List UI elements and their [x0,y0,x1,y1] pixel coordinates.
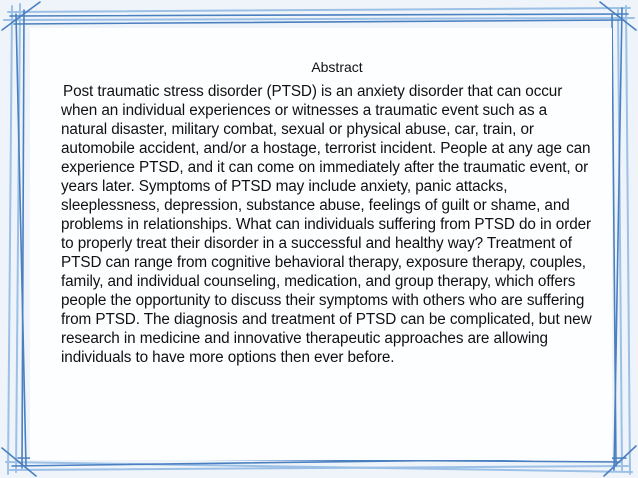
abstract-title: Abstract [311,59,363,75]
document-content [61,58,595,367]
abstract-body: Post traumatic stress disorder (PTSD) is an anxiety disorder that can occur when an individual experiences or witnesses a traumatic event such as a natural disaster, military combat, sexual or physical abuse, car, train, or automobile accident, and/or a hostage, terrorist incident. People at any age can experience PTSD, and it can come on immediately after the traumatic event, or years later. Symptoms of PTSD may include anxiety, panic attacks, sleeplessness, depression, substance abuse, feelings of guilt or shame, and problems in relationships. What can individuals suffering from PTSD do in order to properly treat their disorder in a successful and healthy way? Treatment of PTSD can range from cognitive behavioral therapy, exposure therapy, couples, family, and individual counseling, medication, and group therapy, which offers people the opportunity to discuss their symptoms with others who are suffering from PTSD. The diagnosis and treatment of PTSD can be complicated, but new research in medicine and innovative therapeutic approaches are allowing individuals to have more options then ever before. [61,83,592,366]
